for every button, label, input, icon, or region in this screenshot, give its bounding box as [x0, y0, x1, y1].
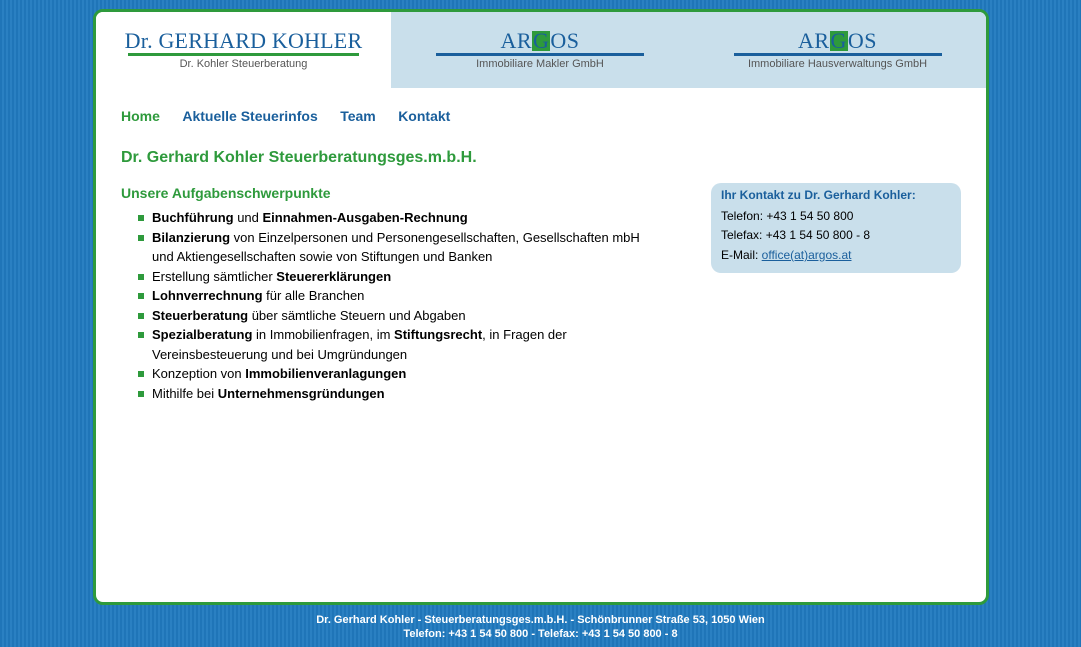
nav-home[interactable]: Home — [121, 108, 160, 124]
page-title: Dr. Gerhard Kohler Steuerberatungsges.m.b.H. — [121, 149, 477, 166]
service-text: Konzeption von — [152, 366, 246, 381]
contact-email-label: E-Mail: — [721, 248, 762, 262]
contact-box — [711, 183, 961, 273]
service-item — [136, 364, 656, 384]
main-nav — [121, 108, 468, 126]
kohler-logo-text: Dr. GERHARD KOHLER — [124, 28, 363, 53]
kohler-logo-underline — [128, 53, 359, 56]
square-bullet-icon — [138, 235, 144, 241]
service-item — [136, 384, 656, 404]
square-bullet-icon — [138, 215, 144, 221]
argos-logo-g: G — [533, 28, 550, 53]
square-bullet-icon — [138, 332, 144, 338]
service-item — [136, 208, 656, 228]
service-item — [136, 286, 656, 306]
tab-argos-hausverwaltung[interactable] — [689, 12, 986, 88]
nav-kontakt[interactable]: Kontakt — [398, 108, 451, 124]
service-keyword: Stiftungsrecht — [394, 327, 483, 342]
service-text: Mithilfe bei — [152, 385, 218, 401]
company-tabs — [96, 12, 986, 88]
square-bullet-icon — [138, 391, 144, 397]
argos-logo-g: G — [830, 28, 847, 53]
service-text: von Einzelpersonen und Personengesellschaften, Gesellschaften mbH und Aktiengesellschaften sowie von Stiftungen und Banken — [152, 229, 640, 264]
argos-logo-part: AR — [500, 28, 533, 53]
argos-logo-part: AR — [797, 28, 830, 53]
nav-aktuelle-steuerinfos[interactable]: Aktuelle Steuerinfos — [182, 108, 318, 124]
service-keyword: Lohnverrechnung — [152, 288, 263, 303]
service-text: , in Fragen der Vereinsbesteuerung und bei Umgründungen — [152, 327, 567, 362]
tab-argos-makler[interactable] — [391, 12, 689, 88]
service-keyword: Spezialberatung — [152, 327, 253, 342]
square-bullet-icon — [138, 293, 144, 299]
service-keyword: Immobilienveranlagungen — [245, 366, 407, 381]
argos-logo-hausverwaltung — [689, 29, 986, 53]
service-keyword: Steuerberatung — [152, 307, 249, 323]
contact-fax: Telefax: +43 1 54 50 800 - 8 — [721, 228, 871, 242]
service-text: und — [233, 210, 263, 225]
contact-email-link[interactable]: office(at)argos.at — [761, 248, 852, 262]
service-keyword: Unternehmensgründungen — [217, 385, 385, 401]
tab-makler-subtitle: Immobiliare Makler GmbH — [476, 58, 604, 70]
main-frame — [93, 9, 989, 605]
contact-phone: Telefon: +43 1 54 50 800 — [721, 209, 854, 223]
tab-hv-subtitle: Immobiliare Hausverwaltungs GmbH — [747, 58, 928, 70]
footer-phone: Telefon: +43 1 54 50 800 - Telefax: +43 1 54 50 800 - 8 — [403, 628, 678, 640]
section-title: Unsere Aufgabenschwerpunkte — [121, 185, 331, 201]
footer-address: Dr. Gerhard Kohler - Steuerberatungsges.m.b.H. - Schönbrunner Straße 53, 1050 Wien — [316, 614, 765, 626]
service-item — [136, 228, 656, 267]
argos-logo-underline — [734, 53, 942, 56]
contact-title: Ihr Kontakt zu Dr. Gerhard Kohler: — [721, 188, 916, 202]
service-text: für alle Branchen — [262, 288, 365, 303]
argos-logo-underline — [436, 53, 644, 56]
argos-logo-part: OS — [847, 28, 878, 53]
argos-logo-makler — [391, 29, 689, 53]
service-keyword: Steuererklärungen — [276, 268, 392, 284]
square-bullet-icon — [138, 274, 144, 280]
argos-logo-part: OS — [550, 28, 580, 53]
service-keyword: Bilanzierung — [152, 229, 231, 245]
tab-kohler[interactable] — [96, 12, 391, 88]
service-text: in Immobilienfragen, im — [252, 327, 395, 342]
service-keyword: Einnahmen-Ausgaben-Rechnung — [262, 210, 468, 225]
service-text: über sämtliche Steuern und Abgaben — [248, 307, 466, 323]
tab-kohler-subtitle: Dr. Kohler Steuerberatung — [179, 58, 308, 70]
service-item — [136, 267, 656, 287]
service-text: Erstellung sämtlicher — [152, 268, 277, 284]
square-bullet-icon — [138, 313, 144, 319]
contact-email-line — [721, 248, 852, 262]
square-bullet-icon — [138, 371, 144, 377]
services-list — [136, 208, 656, 403]
service-item — [136, 325, 656, 364]
service-keyword: Buchführung — [152, 210, 234, 225]
service-item — [136, 306, 656, 326]
nav-team[interactable]: Team — [340, 108, 376, 124]
